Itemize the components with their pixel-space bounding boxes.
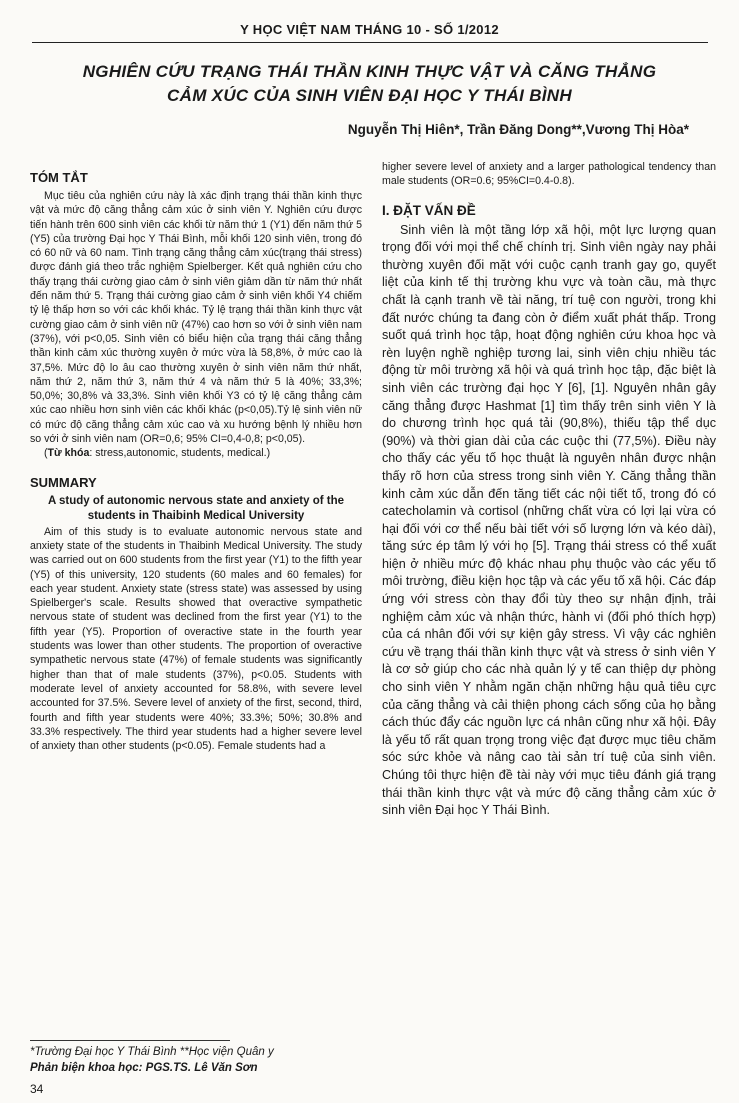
- affiliation-footnote: *Trường Đại học Y Thái Bình **Học viện Quân y: [30, 1046, 274, 1058]
- abstract-body: Mục tiêu của nghiên cứu này là xác định trạng thái thần kinh thực vật và mức độ căng thẳng cảm xúc ở sinh viên Y. Nghiên cứu được tiến hành trên 600 sinh viên các khối từ năm thứ 1 (Y1) đến năm thứ 5 (Y5) của trường Đại học Y Thái Bình, mỗi khối 120 sinh viên, trong đó có 60 nữ và 60 nam. Tình trạng căng thẳng cảm xúc(trạng thái stress) được đánh giá theo trắc nghiệm Spielberger. Kết quả nghiên cứu cho thấy trạng thái cường giao cảm ở sinh viên giảm dần từ năm thứ nhất đến năm thứ 5. Trạng thái cường giao cảm ở sinh viên khối Y4 chiếm tỷ lệ thấp hơn so với các khối khác. Tỷ lệ trạng thái thần kinh thực vật cường giao cảm ở sinh viên nữ (47%) cao hơn so với ở sinh viên nam (37%), với p<0,05. Sinh viên có biểu hiện của trạng thái căng thẳng thần kinh cảm xúc thường xuyên ở mức vừa là 58,8%, ở mức cao là 37,5%. Mức độ lo âu cao thường xuyên ở sinh viên năm thứ nhất, năm thứ 2, năm thứ 3, năm thứ 4 và năm thứ 5 là 40%; 33,3%; 50,0%; 30,8% và 33,3%. Sinh viên khối Y3 có tỷ lệ căng thẳng cảm xúc cao nhiều hơn sinh viên các khối khác (p<0,05).Tỷ lệ sinh viên nữ có mức độ căng thẳng cảm xúc cao và xu hướng bệnh lý nhiều hơn so với ở sinh viên nam (OR=0,6; 95% CI=0,4-0,8; p<0,05).: [30, 190, 362, 446]
- reviewer-footnote: Phản biện khoa học: PGS.TS. Lê Văn Sơn: [30, 1062, 258, 1074]
- section-body: Sinh viên là một tầng lớp xã hội, một lực lượng quan trọng đối với mọi thể chế chính trị. Sinh viên ngày nay phải thường xuyên đối mặt với cuộc cạnh tranh gay go, quyết liệt của kinh tế thị trường khu vực và toàn cầu, mà thực chất là cạnh tranh về tài năng, trí tuệ con người, trong khi đất nước chúng ta đang còn ở điểm xuất phát thấp. Trong suốt quá trình học tập, hoạt động nghiên cứu khoa học và rèn luyện nghề nghiệp tương lai, sinh viên chịu nhiều tác động từ môi trường xã hội và quá trình học tập, đặc biệt là sinh viên các trường đại học Y [6], [1]. Nguyên nhân gây căng thẳng được Hashmat [1] tìm thấy trên sinh viên Y là do chương trình học quá tải (90,8%), thiếu tập thể dục (90%) và thời gian dài của các cuộc thi (77,5%). Điều này cho thấy các yếu tố học thuật là nguyên nhân được nhận thấy rõ hơn của stress trong sinh viên Y. Căng thẳng thần kinh cảm xúc dẫn đến tăng tiết các nội tiết tố, trong đó có catecholamin và cortisol (những chất vừa có lợi lại vừa có hại đối với cơ thể nếu bài tiết với số lượng lớn và kéo dài), tăng sức ép tâm lý với họ [5]. Trạng thái stress có thể xuất hiện ở nhiều mức độ khác nhau phụ thuộc vào các yếu tố môi trường, điều kiện học tập và các yếu tố xã hội. Các đáp ứng với stress còn thay đổi tùy theo sự nhận định, trải nghiệm cảm xúc và nhận thức, hành vi (đối phó thích hợp) của cá nhân đối với sự kiện gây stress. Vì vậy các nghiên cứu về trạng thái thần kinh thực vật và stress ở sinh viên Y là cơ sở giúp cho các nhà quản lý y tế can thiệp dự phòng cho sinh viên Y nhằm ngăn chặn những hậu quả tiêu cực của căng thẳng và cải thiện phong cách sống của họ bằng cách thúc đẩy các nguồn lực cá nhân cũng như xã hội. Đây là yếu tố rất quan trọng trong việc đạt được mục tiêu chăm sóc sức khỏe và nâng cao tài sản trí tuệ của sinh viên. Chúng tôi thực hiện đề tài này với mục tiêu đánh giá trạng thái thần kinh thực vật và mức độ căng thẳng cảm xúc ở sinh viên Đại học Y Thái Bình.: [382, 222, 716, 818]
- footnote-rule: [30, 1040, 230, 1041]
- paper-title: [0, 60, 739, 108]
- summary-body: Aim of this study is to evaluate autonomic nervous state and anxiety state of the students in Thaibinh Medical University. The study was carried out on 600 students from the first year (Y1) to the fifth year (Y5) of this university, 120 students (60 males and 60 females) for each year student. Anxiety state (stress state) was assessed by using Spielberger's scale. Results showed that overactive sympathetic nervous state of student was declined from the first year (Y1) to the fifth year (Y5). Proportion of overactive state in the fourth year students was lower than other students. The proportion of overactive sympathetic nervous state (47%) of female students was significantly higher than that of male students (37%), p<0.05. Students with moderate level of anxiety accounted for 58.8%, with severe level accounted for 37.5%. Severe level of anxiety of the first, second, third, fourth and fifth year students were 40%; 33.3%; 50%; 30.8% and 33.3% respectively. The third year students had a higher severe level of anxiety than other students (p<0.05). Female students had a: [30, 525, 362, 753]
- header-rule: [32, 42, 708, 43]
- keywords: (Từ khóa: stress,autonomic, students, medical.): [44, 447, 271, 460]
- page-number: 34: [30, 1082, 44, 1096]
- keywords-label: Từ khóa: [47, 447, 90, 460]
- abstract-heading: TÓM TẮT: [30, 170, 88, 185]
- authors: Nguyễn Thị Hiên*, Trần Đăng Dong**,Vương Thị Hòa*: [347, 122, 689, 137]
- summary-continued: higher severe level of anxiety and a larger pathological tendency than male students (OR=0.6; 95%CI=0.4-0.8).: [382, 161, 716, 188]
- summary-subtitle: A study of autonomic nervous state and anxiety of the students in Thaibinh Medical University: [47, 494, 345, 522]
- right-column: [382, 160, 716, 820]
- section-heading: I. ĐẶT VẤN ĐỀ: [382, 202, 476, 218]
- journal-header: Y HỌC VIỆT NAM THÁNG 10 - SỐ 1/2012: [240, 22, 499, 37]
- title-line-1: NGHIÊN CỨU TRẠNG THÁI THẦN KINH THỰC VẬT VÀ CĂNG THẲNG: [82, 62, 657, 81]
- title-line-2: CẢM XÚC CỦA SINH VIÊN ĐẠI HỌC Y THÁI BÌNH: [167, 86, 572, 105]
- summary-heading: SUMMARY: [30, 474, 97, 490]
- keywords-text: : stress,autonomic, students, medical.): [89, 447, 271, 460]
- left-column: [30, 170, 362, 753]
